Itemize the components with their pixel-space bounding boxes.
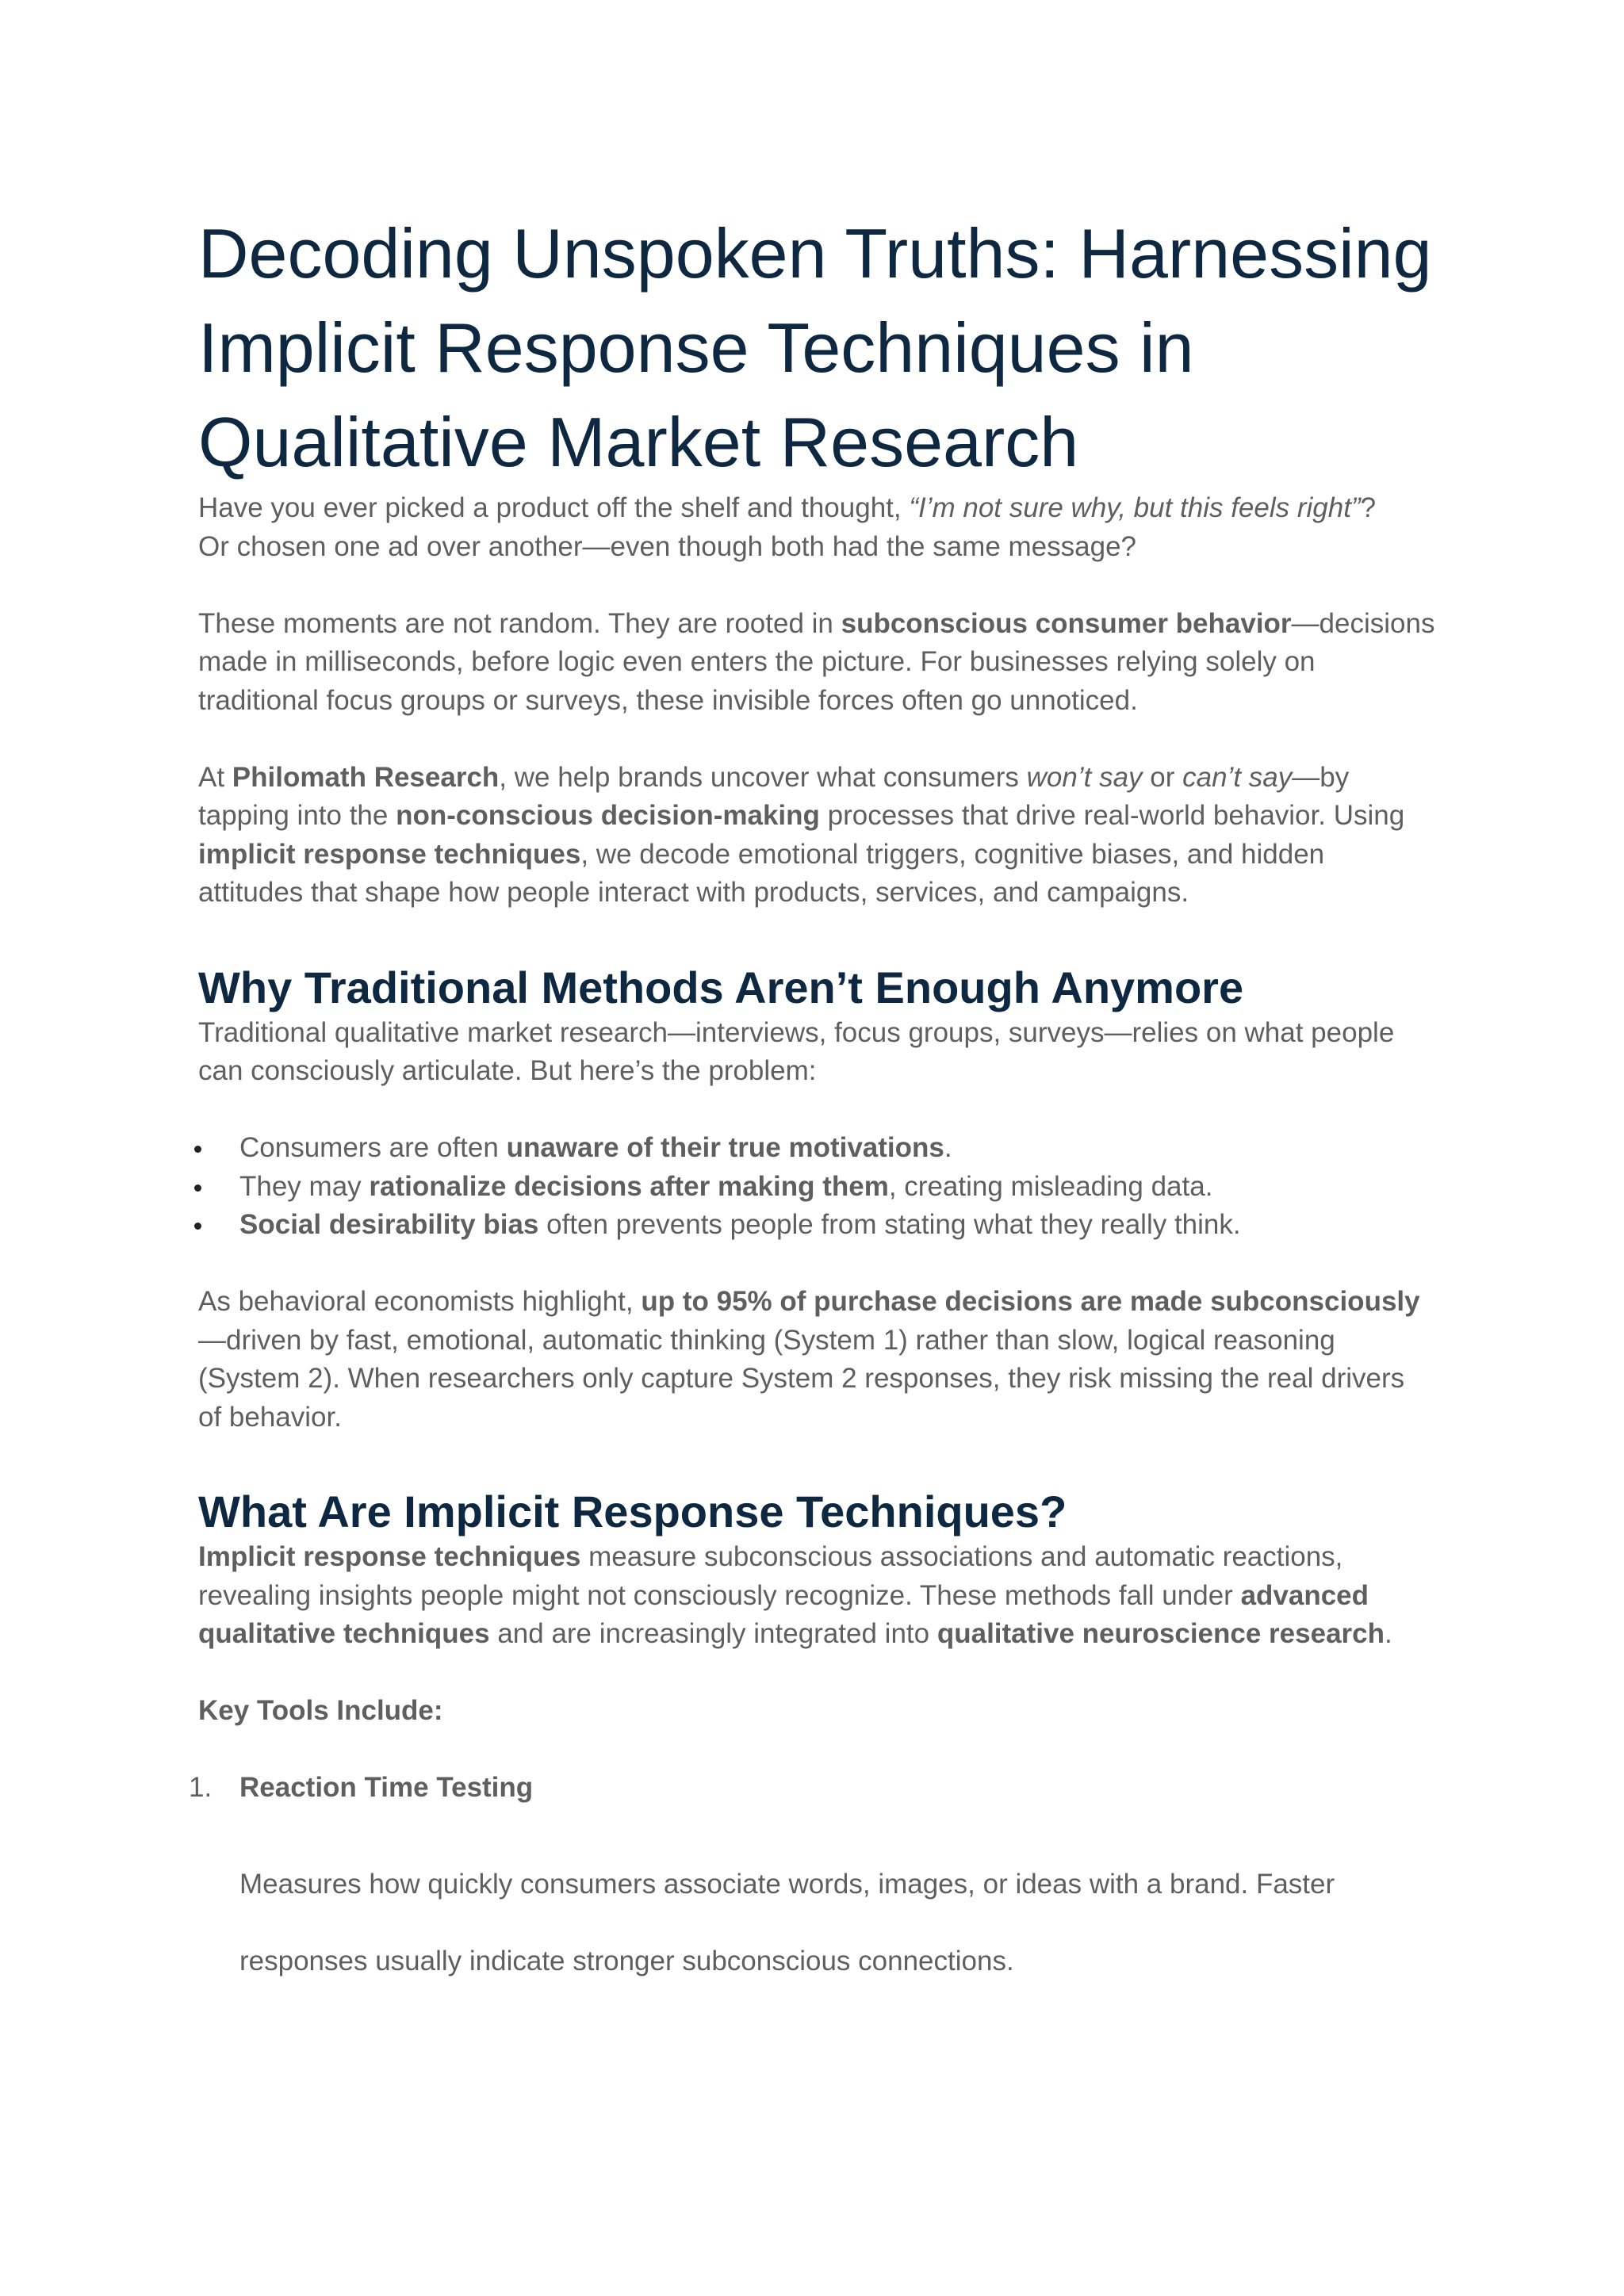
intro-paragraph — [198, 489, 1435, 566]
text-run: and are increasingly integrated into — [489, 1618, 937, 1649]
bold-text: Implicit response techniques — [198, 1541, 581, 1572]
bold-text: Key Tools Include: — [198, 1695, 443, 1726]
tool-description: Measures how quickly consumers associate words, images, or ideas with a brand. Faster responses usually indicate stronger subconscious connections. — [239, 1869, 1335, 1976]
text-run: Consumers are often — [239, 1132, 507, 1163]
document-page — [189, 206, 1435, 1999]
bullet-icon — [194, 1223, 201, 1230]
text-run: processes that drive real-world behavior. Using — [819, 800, 1405, 831]
text-run: These moments are not random. They are rooted in — [198, 607, 841, 639]
bullet-icon — [194, 1184, 201, 1192]
text-run: At — [198, 761, 232, 793]
bullet-icon — [194, 1146, 201, 1153]
section-heading-implicit-techniques: What Are Implicit Response Techniques? — [198, 1487, 1067, 1536]
text-run: —by tapping into the — [198, 761, 1350, 831]
bold-text: advanced qualitative techniques — [198, 1579, 1369, 1649]
text-run: —driven by fast, emotional, automatic thinking (System 1) rather than slow, logical reasoning (System 2). When researchers only capture System 2 responses, they risk missing the real drivers of behavior. — [198, 1324, 1405, 1433]
behavioral-economists-paragraph — [198, 1283, 1435, 1437]
intro-quote: “I’m not sure why, but this feels right” — [909, 492, 1361, 523]
bold-philomath-research: Philomath Research — [232, 761, 500, 793]
bold-non-conscious: non-conscious decision-making — [396, 800, 820, 831]
italic-wont-say: won’t say — [1026, 761, 1143, 793]
text-run: , we decode emotional triggers, cognitive biases, and hidden attitudes that shape how people interact with products, services, and campaigns. — [198, 838, 1325, 908]
bold-subconscious-consumer-behavior: subconscious consumer behavior — [841, 607, 1292, 639]
list-item — [198, 1168, 1435, 1207]
document-title: Decoding Unspoken Truths: Harnessing Implicit Response Techniques in Qualitative Market Research — [198, 214, 1432, 481]
intro-text: Have you ever picked a product off the shelf and thought, — [198, 492, 910, 523]
text-run: , we help brands uncover what consumers — [499, 761, 1027, 793]
text-run: or — [1142, 761, 1183, 793]
bold-text: qualitative neuroscience research — [936, 1618, 1385, 1649]
text-run: , creating misleading data. — [888, 1170, 1213, 1202]
text-run: . — [944, 1132, 952, 1163]
tools-list — [189, 1769, 1435, 1808]
list-item — [198, 1129, 1435, 1168]
section2-intro — [198, 1538, 1435, 1654]
philomath-paragraph — [198, 759, 1435, 913]
bold-95-percent: up to 95% of purchase decisions are made subconsciously — [641, 1286, 1420, 1317]
intro-question-mark: ? — [1360, 492, 1377, 523]
intro-line2: Or chosen one ad over another—even though both had the same message? — [198, 530, 1137, 562]
bold-text: Social desirability bias — [239, 1209, 539, 1240]
text-run: They may — [239, 1170, 370, 1202]
text-run: —decisions made in milliseconds, before logic even enters the picture. For businesses relying solely on traditional focus groups or surveys, these invisible forces often go unnoticed. — [198, 607, 1435, 716]
problem-list — [198, 1129, 1435, 1245]
text-run: often prevents people from stating what they really think. — [538, 1209, 1241, 1240]
section-heading-traditional-methods: Why Traditional Methods Aren’t Enough Anymore — [198, 962, 1244, 1012]
tool-title: Reaction Time Testing — [239, 1772, 534, 1803]
text-run: As behavioral economists highlight, — [198, 1286, 642, 1317]
bold-text: rationalize decisions after making them — [369, 1170, 889, 1202]
key-tools-heading — [198, 1692, 1435, 1731]
bold-implicit-response: implicit response techniques — [198, 838, 581, 870]
text-run: . — [1385, 1618, 1392, 1649]
italic-cant-say: can’t say — [1182, 761, 1293, 793]
moments-paragraph — [198, 605, 1435, 721]
list-item — [198, 1206, 1435, 1245]
bold-text: unaware of their true motivations — [506, 1132, 944, 1163]
text-run: measure subconscious associations and automatic reactions, revealing insights people might not consciously recognize. These methods fall under — [198, 1541, 1343, 1611]
list-number: 1. — [189, 1772, 213, 1803]
section1-intro: Traditional qualitative market research—interviews, focus groups, surveys—relies on what people can consciously articulate. But here’s the problem: — [198, 1016, 1395, 1086]
list-item — [189, 1769, 1435, 1808]
